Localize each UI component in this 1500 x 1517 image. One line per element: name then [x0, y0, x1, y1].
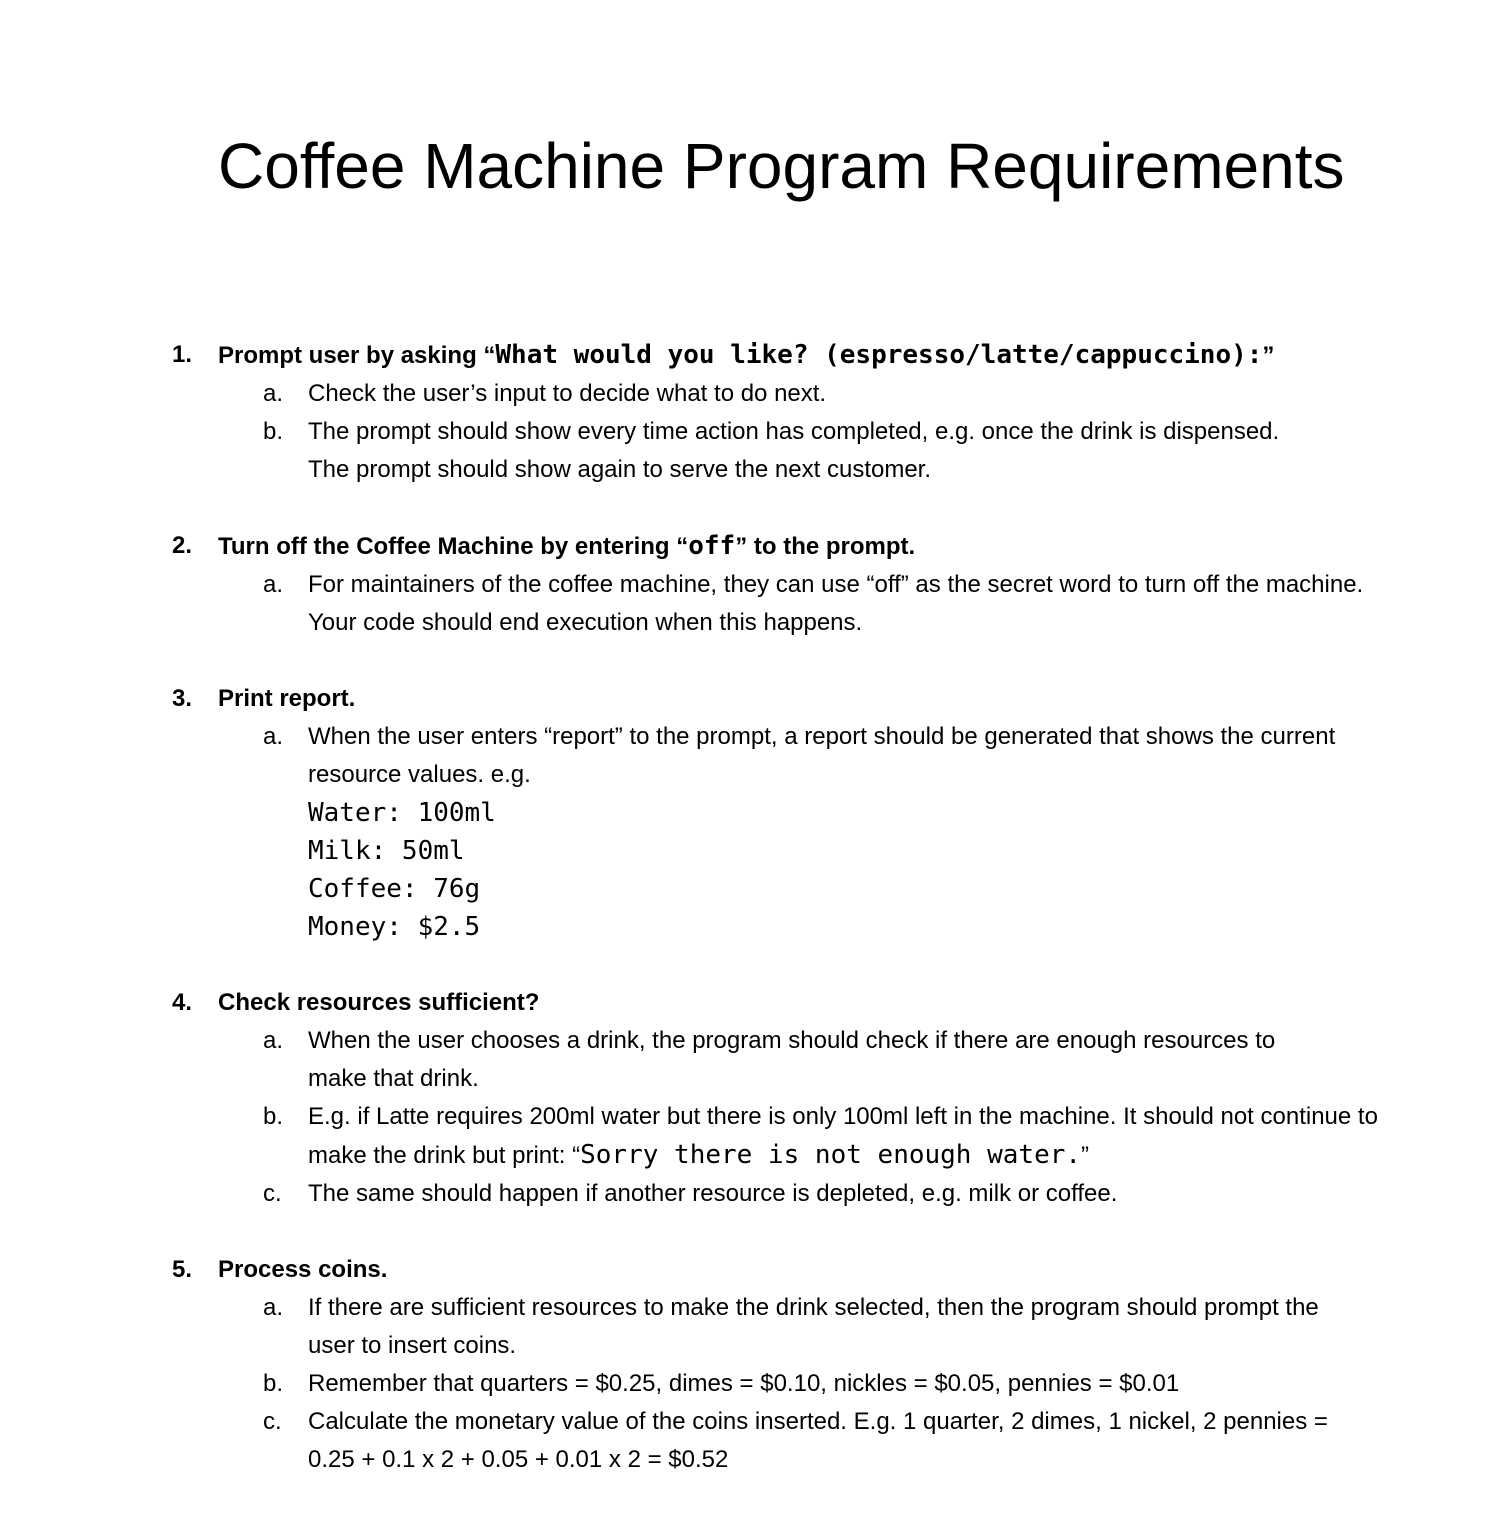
sub-item: [0, 1289, 1500, 1365]
item-heading: Check resources sufficient?: [218, 989, 540, 1016]
sub-letter: a.: [263, 380, 284, 407]
requirement-5: [0, 1251, 1500, 1479]
heading-text: Turn off the Coffee Machine by entering “: [218, 533, 689, 560]
sub-text: [308, 1098, 1388, 1175]
heading-code: off: [688, 531, 736, 561]
sub-text-body: E.g. if Latte requires 200ml water but there is only 100ml left in the machine. It should not continue to make the drink but print: “: [308, 1103, 1378, 1169]
sub-text: When the user chooses a drink, the program should check if there are enough resources to make that drink.: [308, 1027, 1276, 1092]
requirement-1: [0, 336, 1500, 489]
report-line-coffee: Coffee: 76g: [308, 874, 481, 904]
sub-letter: a.: [263, 1294, 284, 1321]
item-number: 2.: [172, 532, 193, 559]
sub-text: The same should happen if another resource is depleted, e.g. milk or coffee.: [308, 1180, 1118, 1207]
sub-text: Check the user’s input to decide what to do next.: [308, 380, 827, 407]
item-heading: Process coins.: [218, 1256, 388, 1283]
sub-text: [308, 718, 1378, 946]
requirement-3: [0, 680, 1500, 946]
heading-text: ”: [1262, 342, 1275, 369]
sub-letter: b.: [263, 1103, 284, 1130]
sub-text: Remember that quarters = $0.25, dimes = $0.10, nickles = $0.05, pennies = $0.01: [308, 1370, 1180, 1397]
sub-text-body: When the user enters “report” to the prompt, a report should be generated that shows the current resource values. e.g.: [308, 723, 1336, 788]
sub-letter: a.: [263, 1027, 284, 1054]
sub-text-body: ”: [1081, 1142, 1090, 1169]
requirement-2: [0, 527, 1500, 642]
sub-text: For maintainers of the coffee machine, they can use “off” as the secret word to turn off the machine. Your code should end execution when this happens.: [308, 571, 1364, 636]
sub-letter: b.: [263, 418, 284, 445]
sub-item: [0, 1403, 1500, 1479]
item-heading: [218, 336, 1500, 375]
sub-letter: b.: [263, 1370, 284, 1397]
heading-text: Prompt user by asking “: [218, 342, 496, 369]
requirements-list: [0, 336, 1500, 1517]
item-number: 4.: [172, 989, 193, 1016]
item-heading: Print report.: [218, 685, 356, 712]
item-number: 3.: [172, 685, 193, 712]
sub-letter: c.: [263, 1180, 282, 1207]
sub-letter: a.: [263, 571, 284, 598]
sub-text: Calculate the monetary value of the coins inserted. E.g. 1 quarter, 2 dimes, 1 nickel, 2 pennies = 0.25 + 0.1 x 2 + 0.05 + 0.01 x 2 = $0.52: [308, 1408, 1328, 1473]
item-number: 5.: [172, 1256, 193, 1283]
sub-item: [0, 1365, 1500, 1403]
heading-code: What would you like? (espresso/latte/cappuccino):: [495, 340, 1263, 370]
sub-letter: c.: [263, 1408, 282, 1435]
sub-letter: a.: [263, 723, 284, 750]
sub-text: If there are sufficient resources to make the drink selected, then the program should prompt the user to insert coins.: [308, 1294, 1319, 1359]
report-line-money: Money: $2.5: [308, 912, 481, 942]
sub-text: The prompt should show every time action has completed, e.g. once the drink is dispensed. The prompt should show again to serve the next customer.: [308, 418, 1280, 483]
report-line-milk: Milk: 50ml: [308, 836, 465, 866]
item-number: 1.: [172, 341, 193, 368]
report-line-water: Water: 100ml: [308, 798, 496, 828]
sub-item: [0, 1098, 1500, 1175]
sub-item: [0, 413, 1500, 489]
sub-item: [0, 1022, 1500, 1098]
sub-item: [0, 566, 1500, 642]
heading-text: ” to the prompt.: [735, 533, 916, 560]
sub-item: [0, 375, 1500, 413]
sub-item: [0, 1175, 1500, 1213]
sub-code: Sorry there is not enough water.: [580, 1140, 1082, 1170]
item-heading: [218, 527, 1500, 566]
page-title: Coffee Machine Program Requirements: [218, 130, 1345, 202]
sub-item: [0, 718, 1500, 946]
requirement-4: [0, 984, 1500, 1213]
